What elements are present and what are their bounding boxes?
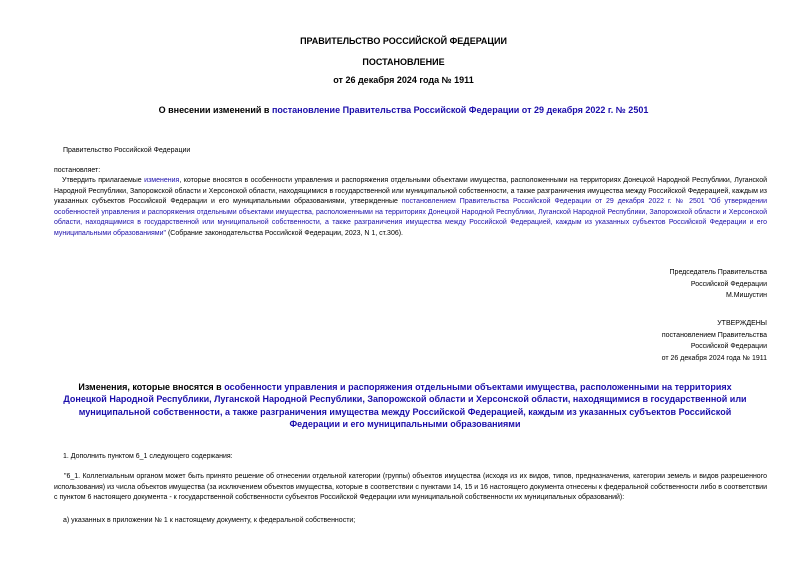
changes-link[interactable]: изменения [144,177,180,184]
subitem-a: а) указанных в приложении № 1 к настоящему документу, к федеральной собственности; [63,517,356,524]
quote-paragraph: "6_1. Коллегиальным органом может быть принято решение об отнесении отдельной категории (группы) объектов имущества (исходя из их видов, типов, предназначения, категории земель и видов разрешенного использования) из числа объектов имущества (за исключением объектов имущества, которые в соответствии с пунктами 14, 15 и 16 настоящего документа отнесены к федеральной собственности либо в соответствии с пунктом 6 настоящего документа - к государственной собственности субъектов Российской Федерации или муниципальной собственности их муниципальных образований): [54,473,767,501]
approval-date: от 26 декабря 2024 года № 1911 [661,354,767,362]
changes-title-prefix: Изменения, которые вносятся в [78,382,225,392]
item-1: 1. Дополнить пунктом 6_1 следующего содержания: [63,453,233,460]
document-title [0,105,807,115]
decree-word: постановляет: [54,167,101,174]
title-prefix: О внесении изменений в [158,105,272,115]
signature-position: Председатель Правительства [669,269,767,276]
signature-name: М.Мишустин [725,292,767,299]
intro-text-a: Утвердить прилагаемые [62,177,145,184]
header-date-number: от 26 декабря 2024 года № 1911 [333,75,474,85]
approval-by: постановлением Правительства [661,331,767,339]
government-name: Правительство Российской Федерации [63,147,191,154]
changes-title-link[interactable]: особенности управления и распоряжения отдельными объектами имущества, расположенными на территориях Донецкой Народной Республики, Луганской Народной Республики, Запорожской области и Херсонской области, находящимися в государственной или муниципальной собственности, а также разграничения имущества между Российской Федерацией, каждым из указанных субъектов Российской Федерации и его муниципальными образованиями [63,382,747,430]
approval-country: Российской Федерации [690,343,767,350]
intro-paragraph [54,176,767,239]
header-decree-type: ПОСТАНОВЛЕНИЕ [362,57,445,67]
approval-word: УТВЕРЖДЕНЫ [717,320,767,327]
intro-text-c: (Собрание законодательства Российской Федерации, 2023, N 1, ст.306). [166,229,404,237]
header-government: ПРАВИТЕЛЬСТВО РОССИЙСКОЙ ФЕДЕРАЦИИ [300,36,507,46]
changes-title [60,381,750,431]
signature-block [670,267,767,302]
approval-block [662,318,767,364]
intro-text-b: , которые вносятся в особенности управления и распоряжения отдельными объектами имущества, расположенными на территориях Донецкой Народной Республики, Луганской Народной Республики, Запорожской области и Херсонской области, находящимися в государственной или муниципальной собственности, а также разграничения имущества между Российской Федерацией, каждым из указанных субъектов Российской Федерации и его муниципальными образованиями, утвержденные [54,177,768,205]
signature-country: Российской Федерации [690,280,767,288]
decree-2501-link[interactable]: постановлением Правительства Российской Федерации от 29 декабря 2022 г. № 2501 "Об утверждении особенностей управления и распоряжения отдельными объектами имущества, расположенными на территориях Донецкой Народной Республики, Луганской Народной Республики, Запорожской области и Херсонской области, находящимися в государственной или муниципальной собственности, а также разграничения имущества между Российской Федерацией, каждым из указанных субъектов Российской Федерации и его муниципальными образованиями" [54,198,767,237]
title-link[interactable]: постановление Правительства Российской Федерации от 29 декабря 2022 г. № 2501 [271,105,649,115]
